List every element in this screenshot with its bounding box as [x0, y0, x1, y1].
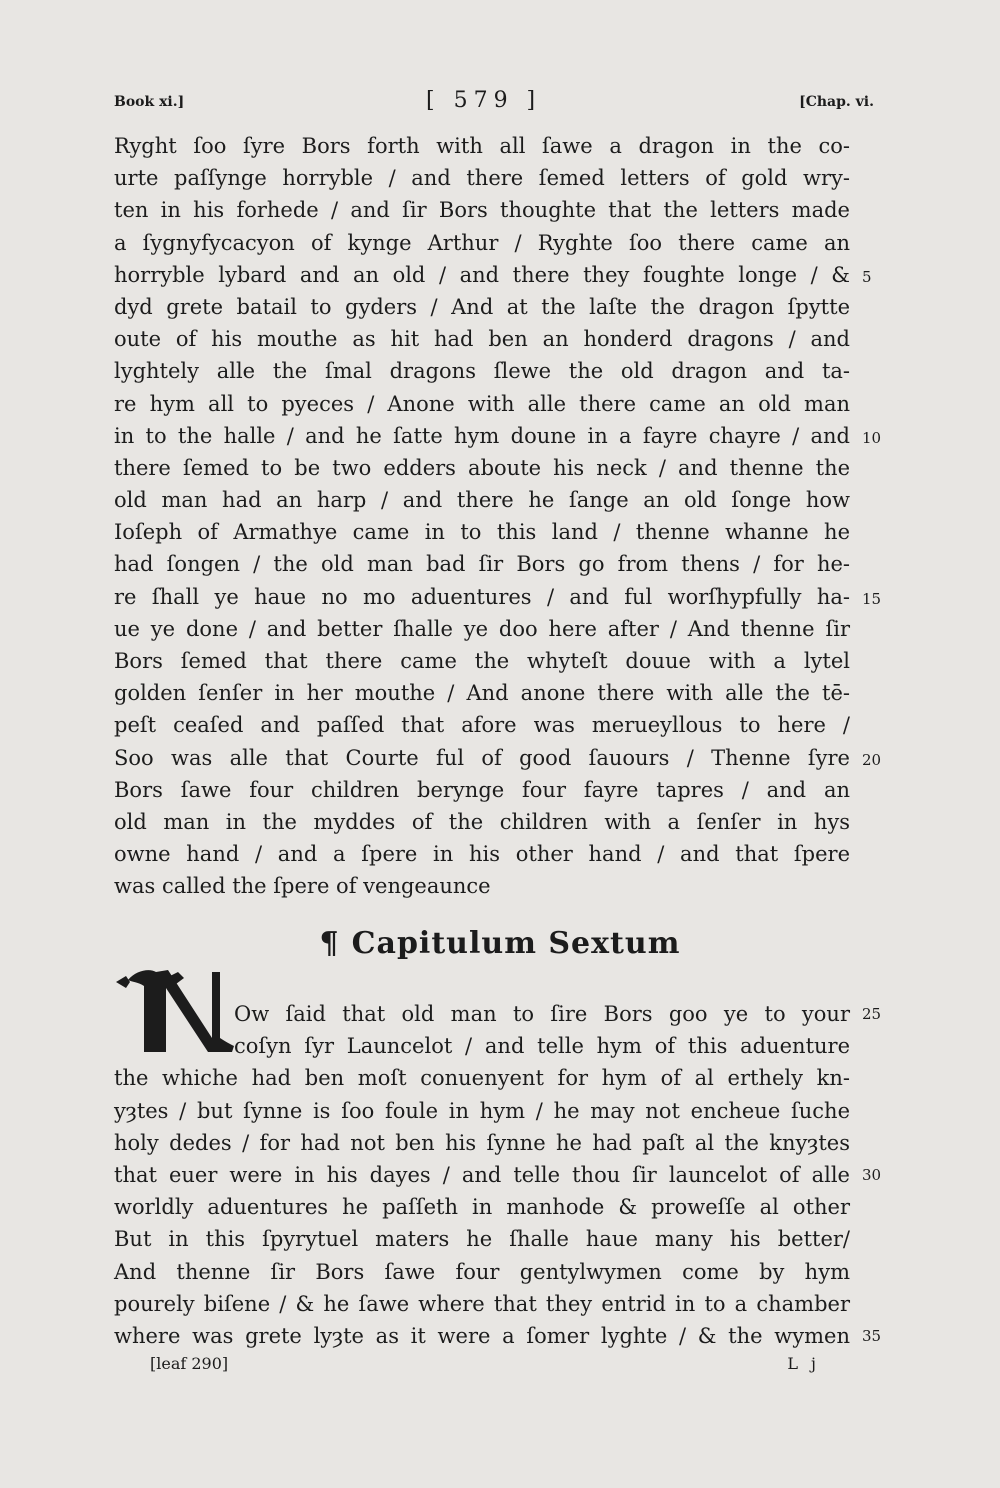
text-line: old man had an harp / and there he ſange an old ſonge how: [114, 488, 850, 513]
text-line: holy dedes / for had not ben his ſynne he had paſt al the knyȝtes: [114, 1130, 850, 1155]
line-number: 20: [862, 751, 882, 769]
text-line: pourely biſene / & he ſawe where that they entrid in to a chamber: [114, 1291, 850, 1316]
text-line: owne hand / and a ſpere in his other hand / and that ſpere: [114, 842, 850, 867]
text-line: re ſhall ye haue no mo aduentures / and ful worſhypfully ha-: [114, 584, 850, 609]
text-line: Ryght ſoo ſyre Bors forth with all ſawe a dragon in the co-: [114, 134, 850, 158]
text-line: where was grete lyȝte as it were a ſomer lyghte / & the wymen: [114, 1323, 850, 1348]
running-header: [114, 88, 874, 122]
paragraph-2: [114, 998, 850, 1352]
pilcrow-mark: ¶: [319, 926, 340, 961]
text-line: lyghtely alle the ſmal dragons ſlewe the old dragon and ta-: [114, 359, 850, 384]
text-line: old man in the myddes of the children with a ſenſer in hys: [114, 809, 850, 834]
text-line: ue ye done / and better ſhalle ye doo here after / And thenne ſir: [114, 616, 850, 641]
text-line: dyd grete batail to gyders / And at the laſte the dragon ſpytte: [114, 294, 850, 319]
chapter-heading: [0, 926, 1000, 961]
text-line: worldly aduentures he paſſeth in manhode & proweſſe al other: [114, 1195, 850, 1220]
text-line: re hym all to pyeces / Anone with alle there came an old man: [114, 391, 850, 416]
text-line: that euer were in his dayes / and telle thou ſir launcelot of alle: [114, 1162, 850, 1187]
text-line: in to the halle / and he ſatte hym doune in a fayre chayre / and: [114, 423, 850, 448]
text-line: Ioſeph of Armathye came in to this land / thenne whanne he: [114, 520, 850, 545]
text-line: But in this ſpyrytuel maters he ſhalle haue many his better/: [114, 1227, 850, 1252]
line-number: 30: [862, 1166, 882, 1184]
line-number: 15: [862, 590, 882, 608]
text-line: peſt ceaſed and paſſed that afore was merueyllous to here /: [114, 713, 850, 738]
text-line: there ſemed to be two edders aboute his neck / and thenne the: [114, 455, 850, 480]
text-line: ten in his forhede / and ſir Bors thoughte that the letters made: [114, 198, 850, 223]
text-line: urte paſſynge horryble / and there ſemed letters of gold wry-: [114, 166, 850, 191]
line-number: 5: [862, 268, 872, 286]
text-line: the whiche had ben moſt conuenyent for hym of al erthely kn-: [114, 1066, 850, 1091]
chapter-title: Capitulum Sextum: [351, 926, 681, 961]
text-line: Soo was alle that Courte ful of good ſauours / Thenne ſyre: [114, 745, 850, 770]
text-line: had ſongen / the old man bad ſir Bors go from thens / for he-: [114, 552, 850, 577]
line-number: 25: [862, 1005, 882, 1023]
line-number: 10: [862, 429, 882, 447]
quire-signature: L j: [787, 1354, 820, 1373]
page-footer: [150, 1354, 820, 1384]
text-line: was called the ſpere of vengeaunce: [114, 874, 491, 899]
leaf-signature: [leaf 290]: [150, 1354, 229, 1373]
text-line: Bors ſemed that there came the whyteſt douue with a lytel: [114, 649, 850, 673]
header-book: Book xi.]: [114, 94, 185, 110]
text-line: Bors ſawe four children berynge four fayre tapres / and an: [114, 777, 850, 802]
text-line: golden ſenſer in her mouthe / And anone there with alle the tē-: [114, 681, 850, 706]
text-line: And thenne ſir Bors ſawe four gentylwymen come by hym: [114, 1259, 850, 1284]
header-chapter: [Chap. vi.: [799, 94, 874, 110]
paragraph-1: [114, 130, 850, 903]
text-line: coſyn ſyr Launcelot / and telle hym of this aduenture: [234, 1034, 850, 1059]
line-number: 35: [862, 1327, 882, 1345]
text-line: a ſygnyfycacyon of kynge Arthur / Ryghte ſoo there came an: [114, 230, 850, 255]
text-line: oute of his mouthe as hit had ben an honderd dragons / and: [114, 327, 850, 352]
header-page-number: [ 579 ]: [426, 88, 542, 113]
text-line: yȝtes / but ſynne is ſoo foule in hym / he may not encheue ſuche: [114, 1098, 850, 1123]
text-line: horryble lybard and an old / and there they foughte longe / &: [114, 262, 850, 287]
text-line: Ow ſaid that old man to ſire Bors goo ye to your: [234, 1002, 850, 1026]
